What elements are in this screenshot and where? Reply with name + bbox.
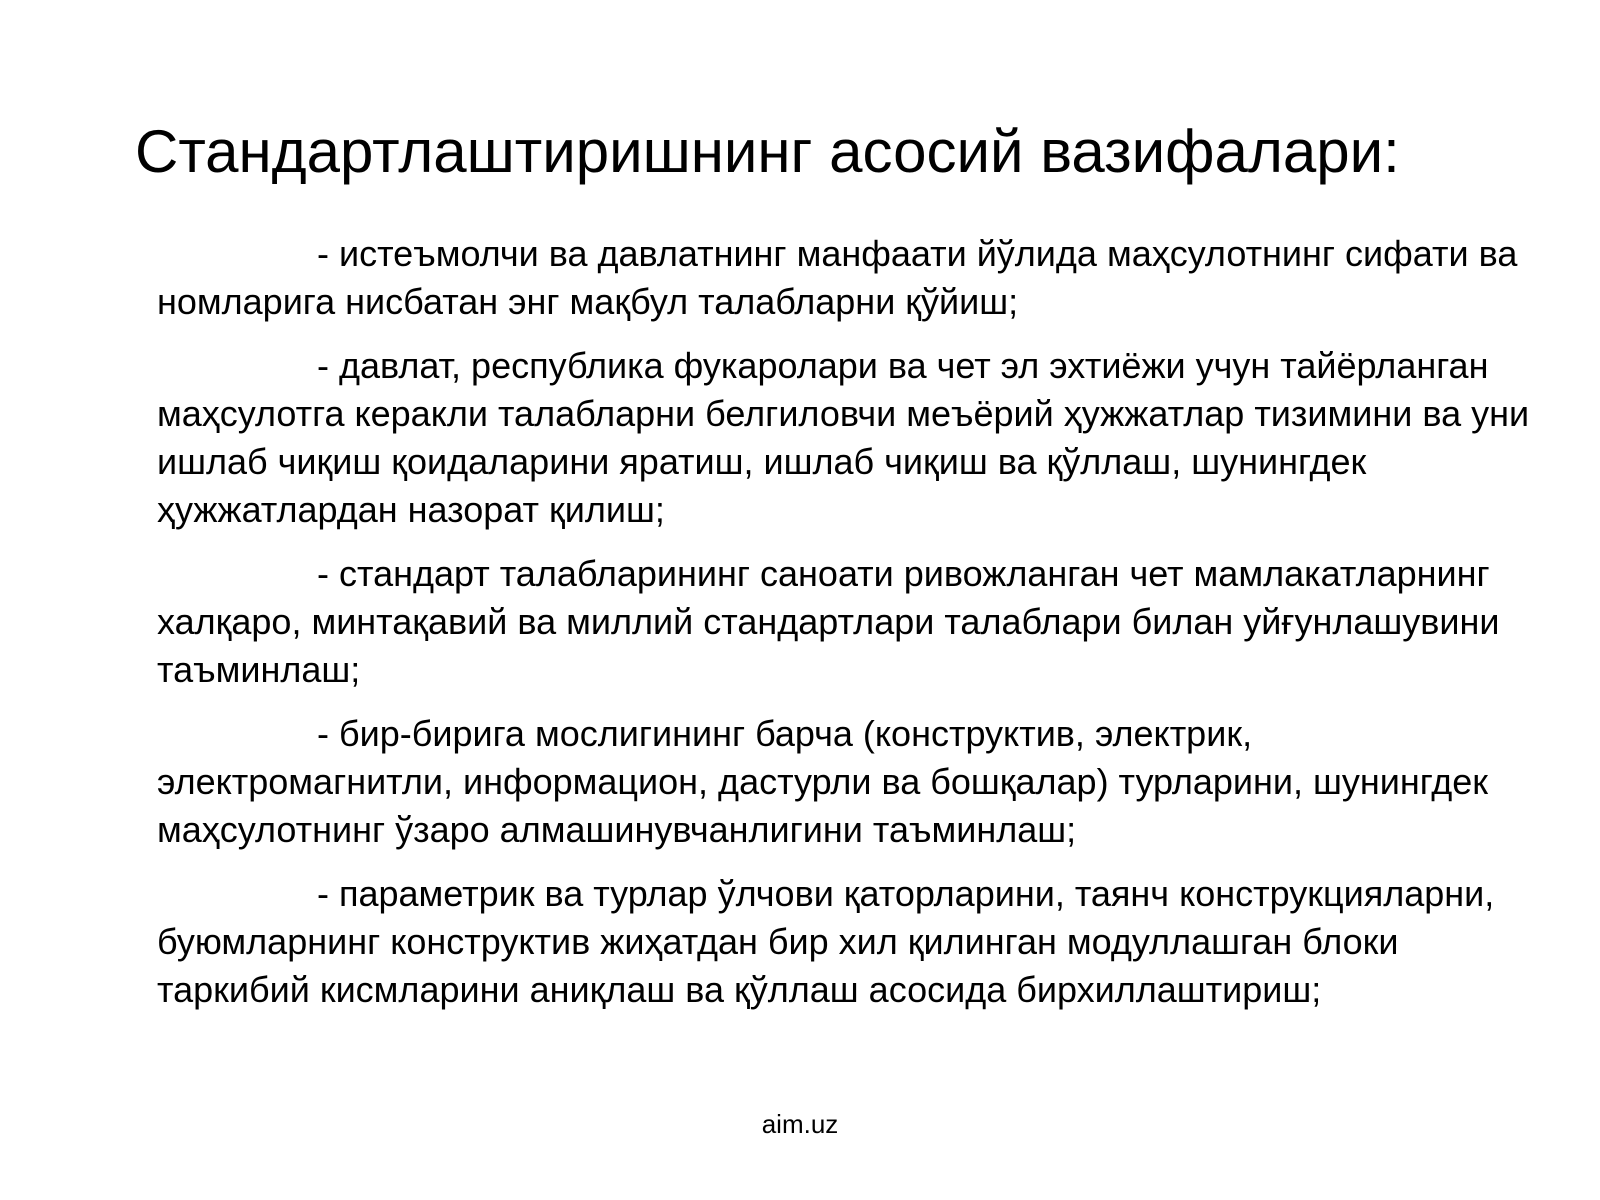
paragraph-5: - параметрик ва турлар ўлчови қаторларини, таянч конструкцияларни, буюмларнинг конструктив жиҳатдан бир хил қилинган модуллашган блоки таркибий кисмларини аниқлаш ва қўллаш асосида бирхиллаштириш; <box>157 873 1495 1010</box>
paragraph-3: - стандарт талабларининг саноати ривожланган чет мамлакатларнинг халқаро, минтақавий ва миллий стандартлари талаблари билан уйғунлашувини таъминлаш; <box>157 553 1500 690</box>
slide-body <box>157 230 1557 1030</box>
paragraph-4: - бир-бирига мослигининг барча (конструктив, электрик, электромагнитли, информацион, дастурли ва бошқалар) турларини, шунингдек маҳсулотнинг ўзаро алмашинувчанлигини таъминлаш; <box>157 713 1489 850</box>
footer-source: aim.uz <box>761 1109 839 1139</box>
paragraph-2: - давлат, республика фукаролари ва чет эл эхтиёжи учун тайёрланган маҳсулотга керакли талабларни белгиловчи меъёрий ҳужжатлар тизимини ва уни ишлаб чиқиш қоидаларини яратиш, ишлаб чиқиш ва қўллаш, шунингдек ҳужжатлардан назорат қилиш; <box>157 345 1530 530</box>
paragraph-1: - истеъмолчи ва давлатнинг манфаати йўлида маҳсулотнинг сифати ва номларига нисбатан энг мақбул талабларни қўйиш; <box>157 233 1518 322</box>
slide-title: Стандартлаштиришнинг асосий вазифалари: <box>135 118 1400 185</box>
